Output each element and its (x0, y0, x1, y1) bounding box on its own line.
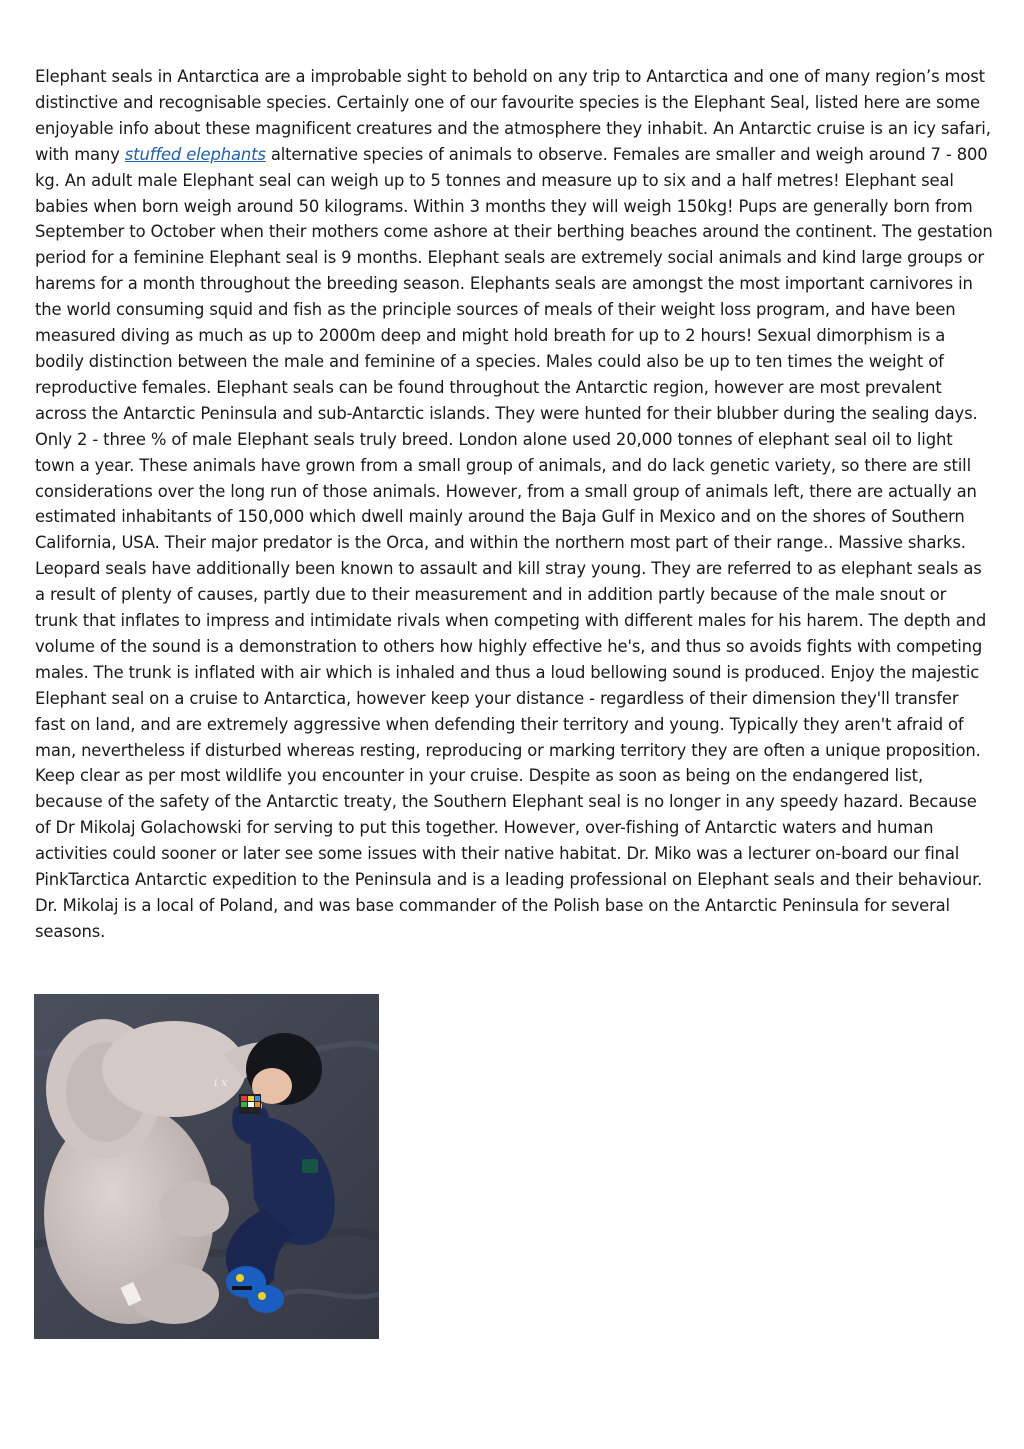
photo-watermark: i x (214, 1076, 228, 1089)
article-text-main: alternative species of animals to observe. Females are smaller and weigh around 7 - 800 kg. An adult male Elephant seal can weigh up to 5 tonnes and measure up to six and a half metres! Elephant seal babies when born weigh around 50 kilograms. Within 3 months they will weigh 150kg! Pups are generally born from September to October when their mothers come ashore at their berthing beaches around the continent. The gestation period for a feminine Elephant seal is 9 months. Elephant seals are extremely social animals and kind large groups or harems for a month throughout the breeding season. Elephants seals are amongst the most important carnivores in the world consuming squid and fish as the principle sources of meals of their weight loss program, and have been measured diving as much as up to 2000m deep and might hold breath for up to 2 hours! Sexual dimorphism is a bodily distinction between the male and feminine of a species. Males could also be up to ten times the weight of reproductive females. Elephant seals can be found throughout the Antarctic region, however are most prevalent across the Antarctic Peninsula and sub-Antarctic islands. They were hunted for their blubber during the sealing days. Only 2 - three % of male Elephant seals truly breed. London alone used 20,000 tonnes of elephant seal oil to light town a year. These animals have grown from a small group of animals, and do lack genetic variety, so there are still considerations over the long run of those animals. However, from a small group of animals left, there are actually an estimated inhabitants of 150,000 which dwell mainly around the Baja Gulf in Mexico and on the shores of Southern California, USA. Their major predator is the Orca, and within the northern most part of their range.. Massive sharks. Leopard seals have additionally been known to assault and kill stray young. They are referred to as elephant seals as a result of plenty of causes, partly due to their measurement and in addition partly because of the male snout or trunk that inflates to impress and intimidate rivals when competing with different males for his harem. The depth and volume of the sound is a demonstration to others how highly effective he's, and thus so avoids fights with competing males. The trunk is inflated with air which is inhaled and thus a loud bellowing sound is produced. Enjoy the majestic Elephant seal on a cruise to Antarctica, however keep your distance - regardless of their dimension they'll transfer fast on land, and are extremely aggressive when defending their territory and young. Typically they aren't afraid of man, nevertheless if disturbed whereas resting, reproducing or marking territory they are often a unique proposition. Keep clear as per most wildlife you encounter in your cruise. Despite as soon as being on the endangered list, because of the safety of the Antarctic treaty, the Southern Elephant seal is no longer in any speedy hazard. Because of Dr Mikolaj Golachowski for serving to put this together. However, over-fishing of Antarctic waters and human activities could sooner or later see some issues with their native habitat. Dr. Miko was a lecturer on-board our final PinkTarctica Antarctic expedition to the Peninsula and is a leading professional on Elephant seals and their behaviour. Dr. Mikolaj is a local of Poland, and was base commander of the Polish base on the Antarctic Peninsula for several seasons. (35, 144, 993, 941)
article-text-intro: Elephant seals in Antarctica are a improbable sight to behold on any trip to Antarctica and one of many region’s most distinctive and recognisable species. Certainly one of our favourite species is the Elephant Seal, listed here are some enjoyable info about these magnificent creatures and the atmosphere they inhabit. An Antarctic cruise is an icy safari, with many (35, 67, 991, 164)
puzzle-cube (239, 1094, 261, 1114)
photo-child-sleeping-with-plush-elephant (34, 994, 379, 1339)
article-body (35, 64, 993, 945)
stuffed-elephants-link[interactable]: stuffed elephants (124, 144, 266, 164)
